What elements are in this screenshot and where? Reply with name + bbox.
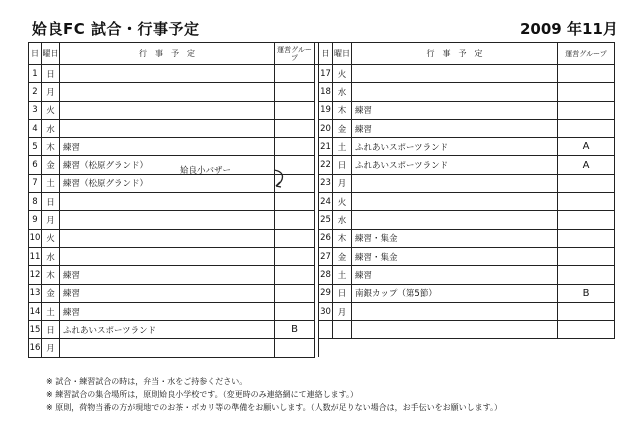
event-cell: [60, 65, 275, 83]
group-cell: [275, 247, 315, 265]
weekday-cell: 火: [42, 229, 60, 247]
note-item: ※ 練習試合の集合場所は，原則姶良小学校です。（変更時のみ連絡網にて連絡します。）: [46, 390, 358, 399]
day-cell: 9: [29, 211, 42, 229]
event-cell: [352, 65, 558, 83]
table-row: [29, 284, 615, 302]
table-row: [29, 321, 615, 339]
event-cell: 練習: [60, 302, 275, 320]
group-cell: [558, 83, 615, 101]
day-cell: 11: [29, 247, 42, 265]
table-row: [29, 211, 615, 229]
weekday-cell: 月: [42, 83, 60, 101]
day-cell: 27: [319, 247, 333, 265]
day-cell: 18: [319, 83, 333, 101]
event-cell: 練習（松原グランド）: [60, 156, 275, 174]
header-weekday: 曜日: [42, 43, 60, 65]
weekday-cell: 土: [42, 174, 60, 192]
event-cell: [60, 339, 275, 357]
group-cell: [275, 229, 315, 247]
day-cell: 3: [29, 101, 42, 119]
event-cell: [60, 247, 275, 265]
table-row: [29, 266, 615, 284]
group-cell: B: [558, 284, 615, 302]
group-cell: [558, 119, 615, 137]
day-cell: 21: [319, 138, 333, 156]
bazaar-note: 姶良小バザー: [180, 166, 232, 176]
header-event: 行 事 予 定: [352, 43, 558, 65]
weekday-cell: 火: [333, 193, 352, 211]
weekday-cell: 水: [42, 247, 60, 265]
day-cell: 30: [319, 302, 333, 320]
group-cell: B: [275, 321, 315, 339]
weekday-cell: 水: [42, 119, 60, 137]
weekday-cell: 木: [333, 229, 352, 247]
group-cell: [275, 284, 315, 302]
weekday-cell: 金: [333, 247, 352, 265]
event-cell: [352, 321, 558, 339]
table-row: [29, 119, 615, 137]
day-cell: 13: [29, 284, 42, 302]
group-cell: [275, 119, 315, 137]
group-cell: [275, 65, 315, 83]
day-cell: 1: [29, 65, 42, 83]
page-title: 姶良FC 試合・行事予定: [32, 20, 200, 38]
weekday-cell: 木: [42, 266, 60, 284]
event-cell: [60, 101, 275, 119]
table-row: [29, 339, 615, 357]
group-cell: [275, 266, 315, 284]
event-cell: [352, 174, 558, 192]
event-cell: 練習: [60, 138, 275, 156]
event-cell: 練習: [352, 266, 558, 284]
weekday-cell: 日: [333, 284, 352, 302]
group-cell: [558, 65, 615, 83]
event-cell: [352, 302, 558, 320]
table-row: [29, 101, 615, 119]
event-cell: 練習: [352, 119, 558, 137]
year-month: 2009 年11月: [520, 20, 618, 38]
event-cell: 練習（松原グランド）: [60, 174, 275, 192]
table-row: [29, 138, 615, 156]
event-cell: 練習・集金: [352, 229, 558, 247]
weekday-cell: 木: [42, 138, 60, 156]
schedule-table: [28, 42, 615, 358]
table-row: [29, 65, 615, 83]
day-cell: 24: [319, 193, 333, 211]
group-cell: A: [558, 156, 615, 174]
schedule-body: [29, 65, 615, 358]
event-cell: 練習・集金: [352, 247, 558, 265]
weekday-cell: 火: [42, 101, 60, 119]
weekday-cell: 土: [333, 138, 352, 156]
weekday-cell: 水: [333, 211, 352, 229]
weekday-cell: 日: [42, 65, 60, 83]
group-cell: [558, 266, 615, 284]
event-cell: [352, 83, 558, 101]
weekday-cell: 土: [42, 302, 60, 320]
table-row: [29, 193, 615, 211]
day-cell: 29: [319, 284, 333, 302]
weekday-cell: 月: [333, 174, 352, 192]
weekday-cell: 木: [333, 101, 352, 119]
day-cell: 23: [319, 174, 333, 192]
event-cell: [60, 119, 275, 137]
table-row: [29, 83, 615, 101]
day-cell: 17: [319, 65, 333, 83]
day-cell: [319, 321, 333, 339]
weekday-cell: [333, 321, 352, 339]
group-cell: [558, 211, 615, 229]
note-item: ※ 原則，荷物当番の方が現地でのお茶・ポカリ等の準備をお願いします。（人数が足りない場合は，お手伝いをお願いします。）: [46, 403, 502, 412]
day-cell: 26: [319, 229, 333, 247]
day-cell: 25: [319, 211, 333, 229]
group-cell: [558, 302, 615, 320]
group-cell: [275, 193, 315, 211]
day-cell: 14: [29, 302, 42, 320]
group-cell: [558, 247, 615, 265]
header-group: 運営グループ: [275, 43, 315, 65]
empty-cell: [319, 339, 615, 357]
group-cell: [558, 193, 615, 211]
day-cell: 5: [29, 138, 42, 156]
weekday-cell: 水: [333, 83, 352, 101]
event-cell: 練習: [60, 284, 275, 302]
table-row: [29, 156, 615, 174]
weekday-cell: 日: [42, 193, 60, 211]
day-cell: 20: [319, 119, 333, 137]
event-cell: [60, 211, 275, 229]
weekday-cell: 金: [42, 156, 60, 174]
group-cell: [558, 174, 615, 192]
day-cell: 12: [29, 266, 42, 284]
weekday-cell: 土: [333, 266, 352, 284]
group-cell: [275, 83, 315, 101]
group-cell: A: [558, 138, 615, 156]
weekday-cell: 日: [333, 156, 352, 174]
weekday-cell: 月: [42, 211, 60, 229]
event-cell: [60, 83, 275, 101]
group-cell: [558, 321, 615, 339]
day-cell: 8: [29, 193, 42, 211]
group-cell: [558, 229, 615, 247]
day-cell: 19: [319, 101, 333, 119]
table-row: [29, 247, 615, 265]
weekday-cell: 金: [333, 119, 352, 137]
table-row: [29, 229, 615, 247]
header-event: 行 事 予 定: [60, 43, 275, 65]
event-cell: 練習: [60, 266, 275, 284]
event-cell: ふれあいスポーツランド: [60, 321, 275, 339]
header-day: 日: [29, 43, 42, 65]
group-cell: [275, 302, 315, 320]
day-cell: 6: [29, 156, 42, 174]
header-weekday: 曜日: [333, 43, 352, 65]
event-cell: ふれあいスポーツランド: [352, 138, 558, 156]
day-cell: 15: [29, 321, 42, 339]
curved-arrow-icon: [268, 168, 290, 190]
header-group: 運営グループ: [558, 43, 615, 65]
event-cell: [60, 193, 275, 211]
header-day: 日: [319, 43, 333, 65]
weekday-cell: 月: [42, 339, 60, 357]
day-cell: 4: [29, 119, 42, 137]
day-cell: 7: [29, 174, 42, 192]
note-item: ※ 試合・練習試合の時は，弁当・水をご持参ください。: [46, 377, 248, 386]
day-cell: 10: [29, 229, 42, 247]
group-cell: [275, 138, 315, 156]
event-cell: [60, 229, 275, 247]
group-cell: [275, 101, 315, 119]
weekday-cell: 日: [42, 321, 60, 339]
day-cell: 2: [29, 83, 42, 101]
group-cell: [275, 339, 315, 357]
event-cell: [352, 193, 558, 211]
table-row: [29, 174, 615, 192]
weekday-cell: 金: [42, 284, 60, 302]
group-cell: [275, 211, 315, 229]
event-cell: ふれあいスポーツランド: [352, 156, 558, 174]
event-cell: [352, 211, 558, 229]
event-cell: 練習: [352, 101, 558, 119]
group-cell: [558, 101, 615, 119]
table-header-row: [29, 43, 615, 65]
day-cell: 22: [319, 156, 333, 174]
notes-list: [46, 375, 502, 414]
day-cell: 28: [319, 266, 333, 284]
day-cell: 16: [29, 339, 42, 357]
weekday-cell: 火: [333, 65, 352, 83]
event-cell: 南銀カップ（第5節）: [352, 284, 558, 302]
weekday-cell: 月: [333, 302, 352, 320]
table-row: [29, 302, 615, 320]
